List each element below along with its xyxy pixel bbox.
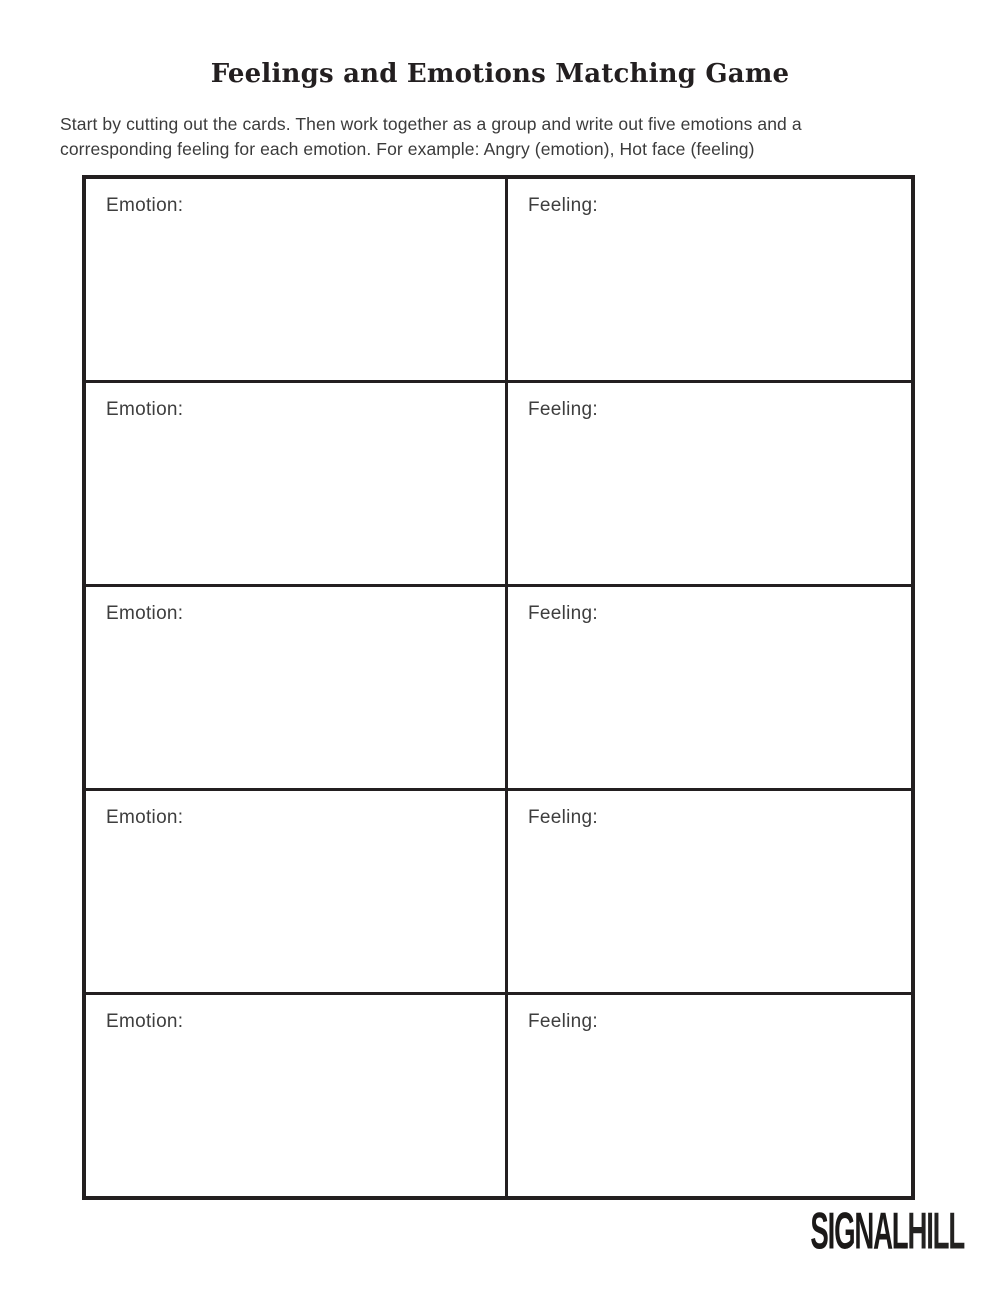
feeling-label: Feeling: <box>528 807 598 828</box>
feeling-card <box>508 995 911 1196</box>
feeling-card <box>508 791 911 992</box>
signal-hill-logo <box>810 1201 964 1260</box>
logo-text-signal: SIGNAL <box>810 1201 908 1260</box>
feeling-label: Feeling: <box>528 195 598 216</box>
emotion-card <box>86 179 505 380</box>
emotion-card <box>86 587 505 788</box>
emotion-card <box>86 791 505 992</box>
feeling-card <box>508 587 911 788</box>
feeling-label: Feeling: <box>528 603 598 624</box>
instructions-line-1: Start by cutting out the cards. Then work together as a group and write out five emotions and a <box>60 114 802 134</box>
emotion-label: Emotion: <box>106 1011 184 1032</box>
feeling-card <box>508 179 911 380</box>
emotion-label: Emotion: <box>106 603 184 624</box>
emotion-card <box>86 383 505 584</box>
feeling-label: Feeling: <box>528 1011 598 1032</box>
emotion-label: Emotion: <box>106 807 184 828</box>
instructions-text <box>60 112 960 162</box>
emotion-label: Emotion: <box>106 399 184 420</box>
instructions-line-2: corresponding feeling for each emotion. For example: Angry (emotion), Hot face (feeling) <box>60 139 755 159</box>
feeling-card <box>508 383 911 584</box>
page-title: Feelings and Emotions Matching Game <box>210 59 790 89</box>
emotion-card <box>86 995 505 1196</box>
logo-text-hill: HILL <box>907 1201 964 1260</box>
emotion-label: Emotion: <box>106 195 184 216</box>
feeling-label: Feeling: <box>528 399 598 420</box>
matching-card-grid <box>82 175 915 1200</box>
